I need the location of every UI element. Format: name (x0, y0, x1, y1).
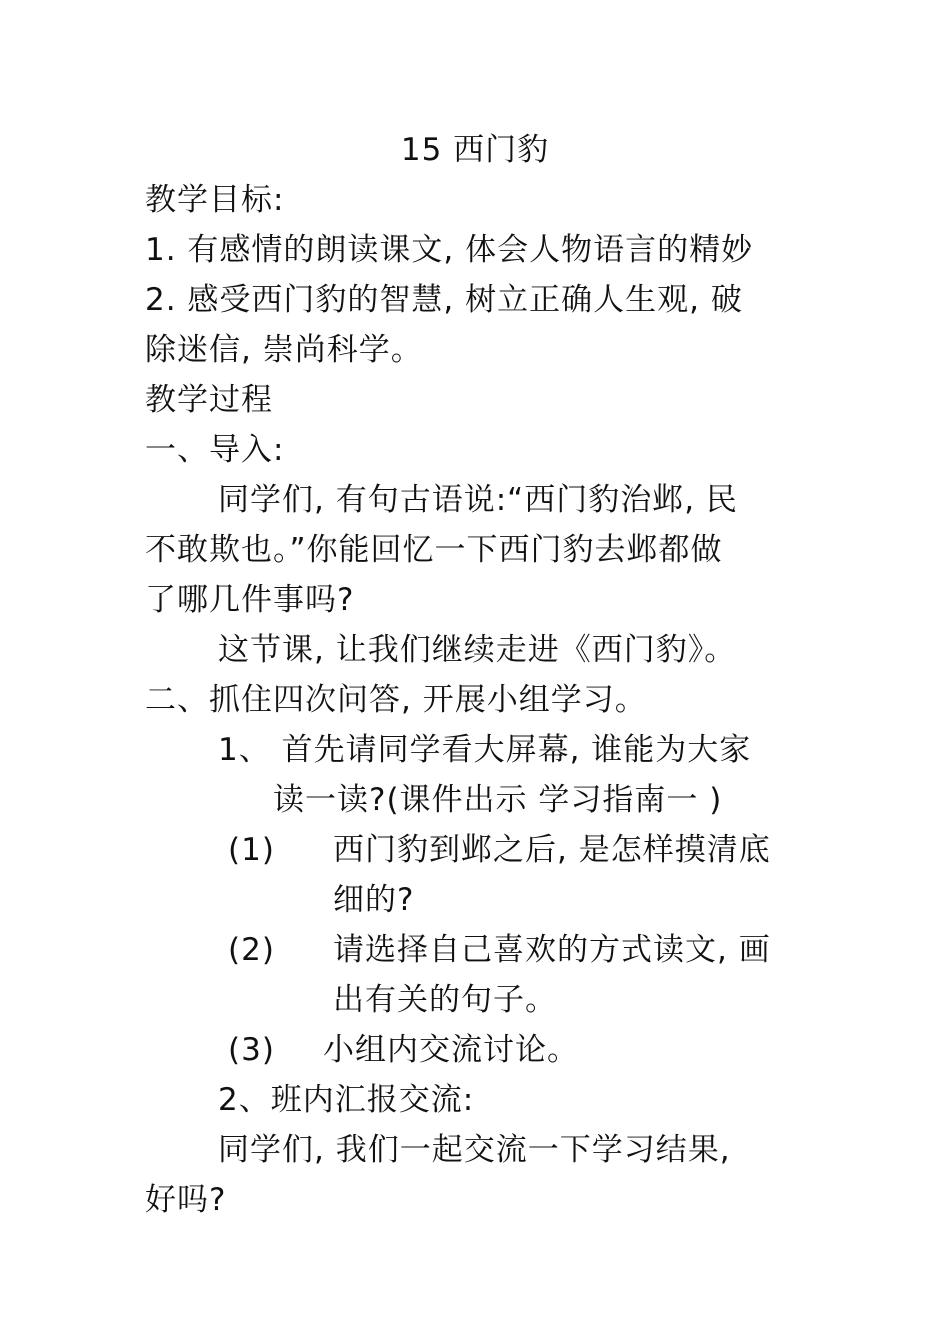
guide-2-line-1: 请选择自己喜欢的方式读文, 画 (333, 932, 771, 968)
objective-2-line-2: 除迷信, 崇尚科学。 (145, 332, 423, 368)
intro-paragraph-line-1: 同学们, 有句古语说:“西门豹治邺, 民 (218, 482, 738, 518)
guide-2-marker: (2) (228, 932, 275, 968)
intro-paragraph-line-3: 了哪几件事吗? (145, 582, 355, 618)
guide-3-text: 小组内交流讨论。 (323, 1032, 579, 1068)
page-title: 15 西门豹 (400, 132, 550, 168)
step-1-line-1: 1、 首先请同学看大屏幕, 谁能为大家 (218, 732, 752, 768)
intro-paragraph-line-2: 不敢欺也。”你能回忆一下西门豹去邺都做 (145, 532, 723, 568)
section-1-heading: 一、导入: (145, 432, 285, 468)
objectives-heading: 教学目标: (145, 182, 285, 218)
step-1-line-2: 读一读?(课件出示 学习指南一 ) (273, 782, 723, 818)
closing-line-1: 同学们, 我们一起交流一下学习结果, (218, 1132, 731, 1168)
intro-paragraph-2: 这节课, 让我们继续走进《西门豹》。 (218, 632, 737, 668)
section-2-heading: 二、抓住四次问答, 开展小组学习。 (145, 682, 647, 718)
objective-1: 1. 有感情的朗读课文, 体会人物语言的精妙 (145, 232, 754, 268)
guide-3-marker: (3) (228, 1032, 275, 1068)
guide-1-line-1: 西门豹到邺之后, 是怎样摸清底 (333, 832, 771, 868)
closing-line-2: 好吗? (145, 1182, 227, 1218)
guide-2-line-2: 出有关的句子。 (333, 982, 557, 1018)
step-2: 2、班内汇报交流: (218, 1082, 475, 1118)
process-heading: 教学过程 (145, 382, 273, 418)
objective-2-line-1: 2. 感受西门豹的智慧, 树立正确人生观, 破 (145, 282, 743, 318)
guide-1-line-2: 细的? (333, 882, 415, 918)
guide-1-marker: (1) (228, 832, 275, 868)
